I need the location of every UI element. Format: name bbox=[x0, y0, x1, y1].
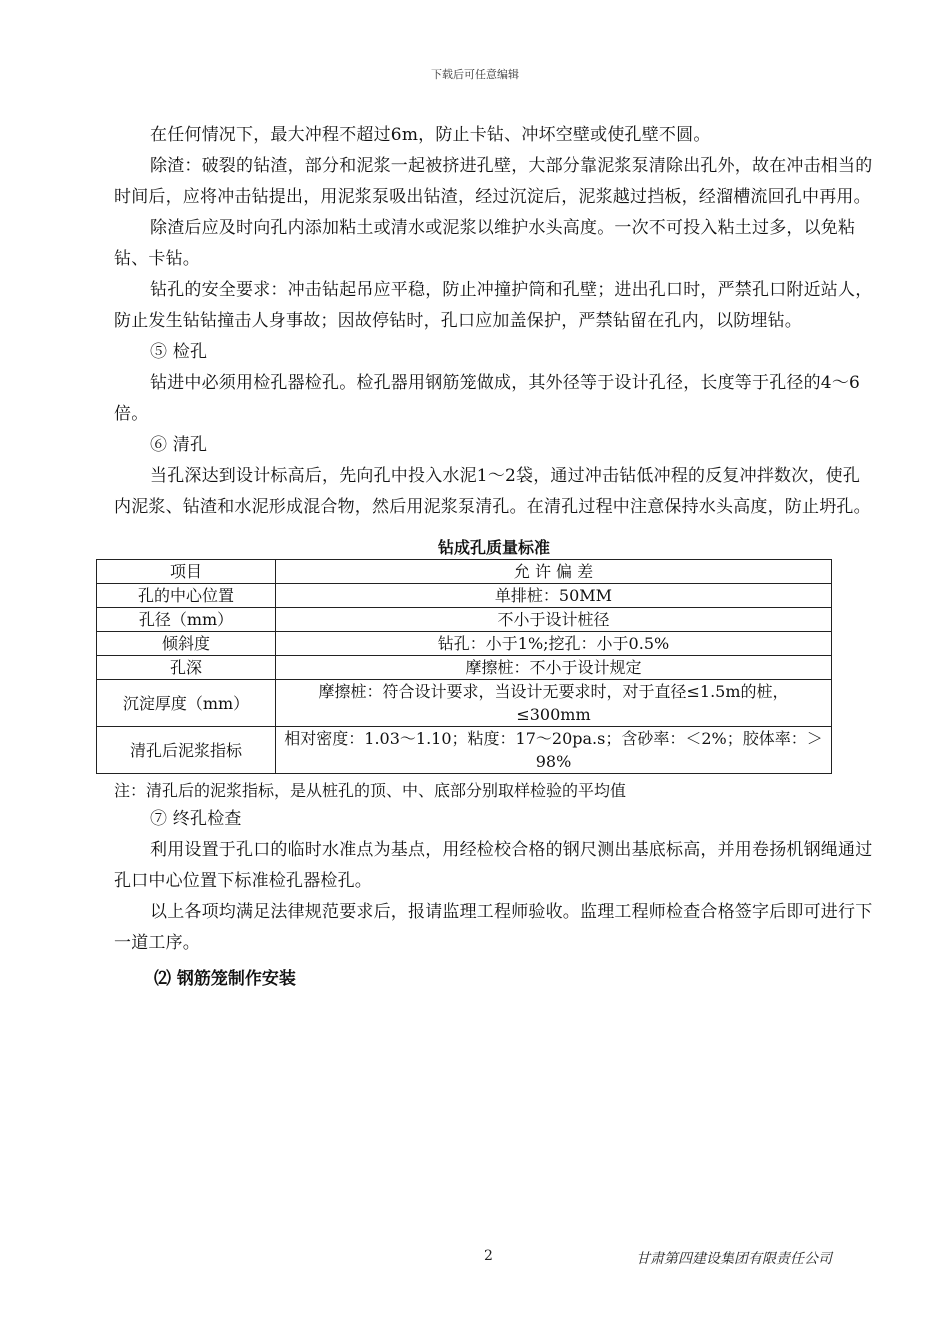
table-cell-tolerance: 相对密度：1.03～1.10；粘度：17～20pa.s；含砂率：＜2%；胶体率：＞98% bbox=[276, 727, 832, 774]
table-cell-item: 倾斜度 bbox=[97, 632, 276, 656]
table-row bbox=[97, 608, 832, 632]
paragraph-hole-inspection: 钻进中必须用检孔器检孔。检孔器用钢筋笼做成，其外径等于设计孔径，长度等于孔径的4～6倍。 bbox=[114, 373, 861, 424]
table-cell-tolerance: 摩擦桩：不小于设计规定 bbox=[276, 656, 832, 680]
heading-hole-cleaning: ⑥ 清孔 bbox=[150, 435, 208, 455]
page-header: 下载后可任意编辑 bbox=[431, 68, 519, 81]
paragraph-final-inspection: 利用设置于孔口的临时水准点为基点，用经检校合格的钢尺测出基底标高，并用卷扬机钢绳通过孔口中心位置下标准检孔器检孔。 bbox=[114, 840, 873, 891]
table-cell-tolerance: 钻孔：小于1%;挖孔：小于0.5% bbox=[276, 632, 832, 656]
table-row bbox=[97, 584, 832, 608]
page-number: 2 bbox=[484, 1248, 493, 1264]
table-cell-tolerance: 不小于设计桩径 bbox=[276, 608, 832, 632]
section-heading: ⑵ 钢筋笼制作安装 bbox=[154, 969, 296, 989]
heading-final-inspection: ⑦ 终孔检查 bbox=[150, 809, 242, 829]
table-cell-item: 清孔后泥浆指标 bbox=[97, 727, 276, 774]
company-name: 甘肃第四建设集团有限责任公司 bbox=[636, 1251, 832, 1267]
table-header-row bbox=[97, 560, 832, 584]
table-row bbox=[97, 680, 832, 727]
paragraph-safety: 钻孔的安全要求：冲击钻起吊应平稳，防止冲撞护筒和孔壁；进出孔口时，严禁孔口附近站人，防止发生钻钻撞击人身事故；因故停钻时，孔口应加盖保护，严禁钻留在孔内，以防埋钻。 bbox=[114, 280, 873, 331]
paragraph-approval: 以上各项均满足法律规范要求后，报请监理工程师验收。监理工程师检查合格签字后即可进行下一道工序。 bbox=[114, 902, 873, 953]
table-header-cell: 项目 bbox=[97, 560, 276, 584]
quality-standard-table bbox=[96, 559, 832, 774]
table-cell-item: 孔的中心位置 bbox=[97, 584, 276, 608]
table-cell-item: 孔径（mm） bbox=[97, 608, 276, 632]
paragraph-after-slag: 除渣后应及时向孔内添加粘土或清水或泥浆以维护水头高度。一次不可投入粘土过多，以免粘钻、卡钻。 bbox=[114, 218, 856, 269]
table-cell-tolerance: 单排桩：50MM bbox=[276, 584, 832, 608]
table-note: 注：清孔后的泥浆指标，是从桩孔的顶、中、底部分别取样检验的平均值 bbox=[114, 781, 627, 800]
table-cell-item: 沉淀厚度（mm） bbox=[97, 680, 276, 727]
table-row bbox=[97, 727, 832, 774]
table-header-cell: 允 许 偏 差 bbox=[276, 560, 832, 584]
heading-hole-inspection: ⑤ 检孔 bbox=[150, 342, 208, 362]
table-cell-item: 孔深 bbox=[97, 656, 276, 680]
table-title: 钻成孔质量标准 bbox=[437, 538, 550, 557]
paragraph-stroke-limit: 在任何情况下，最大冲程不超过6m，防止卡钻、冲坏空壁或使孔壁不圆。 bbox=[150, 125, 711, 145]
paragraph-hole-cleaning: 当孔深达到设计标高后，先向孔中投入水泥1～2袋，通过冲击钻低冲程的反复冲拌数次，使孔内泥浆、钻渣和水泥形成混合物，然后用泥浆泵清孔。在清孔过程中注意保持水头高度，防止坍孔。 bbox=[114, 466, 871, 517]
table-cell-tolerance: 摩擦桩：符合设计要求，当设计无要求时，对于直径≤1.5m的桩，≤300mm bbox=[276, 680, 832, 727]
paragraph-slag-removal: 除渣：破裂的钻渣，部分和泥浆一起被挤进孔壁，大部分靠泥浆泵清除出孔外，故在冲击相当的时间后，应将冲击钻提出，用泥浆泵吸出钻渣，经过沉淀后，泥浆越过挡板，经溜槽流回孔中再用。 bbox=[114, 156, 873, 207]
body-content bbox=[114, 120, 874, 995]
table-row bbox=[97, 656, 832, 680]
table-row bbox=[97, 632, 832, 656]
